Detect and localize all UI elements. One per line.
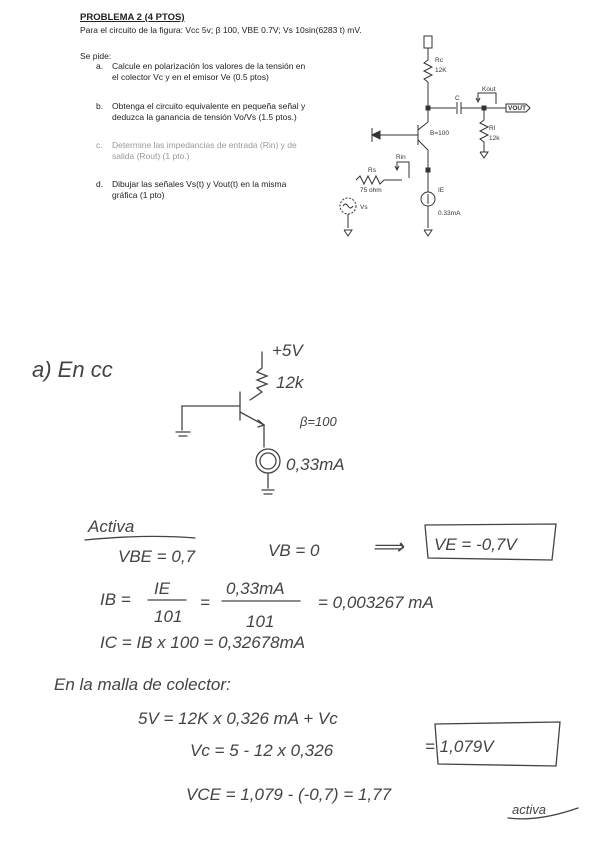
hw-ib-frac1-den: 101 [154,607,183,626]
hw-kvl: 5V = 12K x 0,326 mA + Vc [138,709,338,728]
hw-vb: VB = 0 [268,541,320,560]
circuit-rl-label: Rl [489,125,496,132]
circuit-rc-value: 12K [435,67,447,74]
hw-vc: Vc = 5 - 12 x 0,326 [190,741,334,760]
hw-ib-frac1-num: IE [154,579,171,598]
hw-vc-box: = 1,079V [425,737,494,756]
hw-heading: a) En cc [32,357,113,382]
circuit-vout-label: VOUT [508,105,527,112]
printed-circuit [0,0,600,250]
item-line: deduzca la ganancia de tensión Vo/Vs (1.5 ptos.) [112,112,297,122]
item-line: Dibujar las señales Vs(t) y Vout(t) en la misma [112,179,287,189]
hw-ic: IC = IB x 100 = 0,32678mA [100,633,306,652]
hw-vbe: VBE = 0,7 [118,547,196,566]
circuit-beta-label: B=100 [430,130,449,137]
item-line: el colector Vc y en el emisor Ve (0.5 ptos) [112,72,269,82]
hw-activa2: activa [512,802,546,817]
hw-ib-frac2-den: 101 [246,612,275,631]
circuit-rs-value: 75 ohm [360,187,382,194]
hw-arrow: ⟹ [372,534,404,559]
item-letter: c. [96,140,103,150]
circuit-ie-value: 0.33mA [438,210,461,217]
circuit-rl-value: 12k [489,135,500,142]
hw-beta: β=100 [300,414,337,429]
circuit-vs-label: Vs [360,204,368,211]
hw-ib-lhs: IB = [100,590,131,609]
item-letter: b. [96,101,104,111]
circuit-rin-label: Rin [396,154,406,161]
hw-rc: 12k [276,373,304,392]
item-line: salida (Rout) (1 pto.) [112,151,190,161]
hw-ie: 0,33mA [286,455,345,474]
hw-ib-eq1: = [200,593,210,612]
item-line: Calcule en polarización los valores de la tensión en [112,61,306,71]
se-pide-label: Se pide: [80,51,112,61]
hw-activa: Activa [88,517,135,536]
hw-malla: En la malla de colector: [54,675,231,694]
hw-vce: VCE = 1,079 - (-0,7) = 1,77 [186,785,392,804]
item-line: Determine las impedancias de entrada (Rin) y de [112,140,297,150]
item-letter: a. [96,61,104,71]
circuit-c-label: C [455,95,460,102]
circuit-ie-label: IE [438,187,445,194]
problem-title: PROBLEMA 2 (4 PTOS) [80,12,185,23]
hw-ib-eq2: = 0,003267 mA [318,593,434,612]
hw-vcc: +5V [272,341,303,360]
circuit-rc-label: Rc [435,57,443,64]
hw-ib-frac2-num: 0,33mA [226,579,285,598]
problem-intro: Para el circuito de la figura: Vcc 5v; β 100, VBE 0.7V; Vs 10sin(6283 t) mV. [80,25,362,35]
hw-ve-box: VE = -0,7V [434,535,517,554]
circuit-rs-label: Rs [368,167,376,174]
item-letter: d. [96,179,104,189]
handwritten-solution [0,250,600,848]
item-line: gráfica (1 pto) [112,190,165,200]
item-line: Obtenga el circuito equivalente en pequeña señal y [112,101,306,111]
circuit-kout-label: Kout [482,86,496,93]
